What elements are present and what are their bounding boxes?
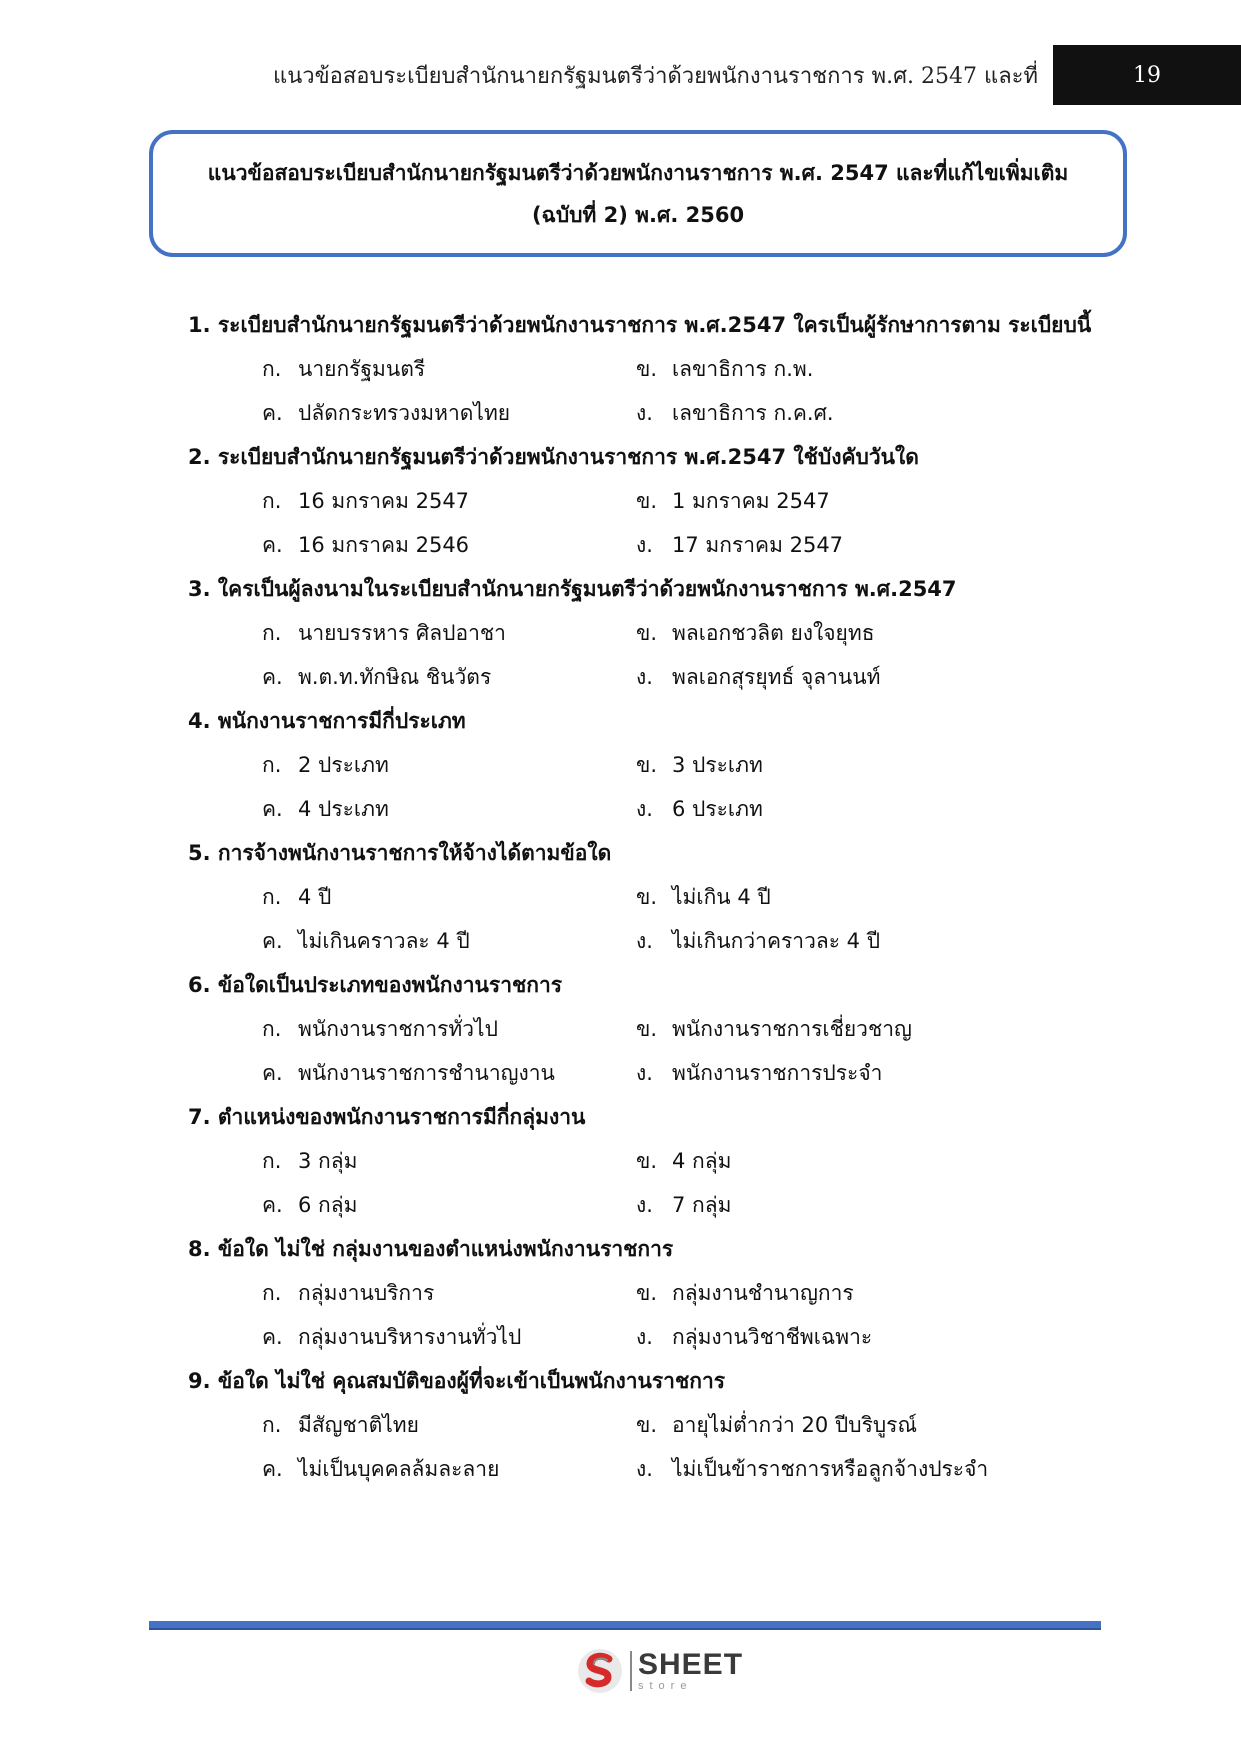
sheet-store-logo [576, 1646, 743, 1696]
question-item [188, 1227, 1188, 1359]
option-row [188, 1271, 1188, 1315]
option-letter: ข. [636, 753, 658, 777]
question-item [188, 699, 1188, 831]
question-text: 3. ใครเป็นผู้ลงนามในระเบียบสำนักนายกรัฐมนตรีว่าด้วยพนักงานราชการ พ.ศ.2547 [188, 577, 957, 601]
option-letter: ง. [636, 1457, 653, 1481]
option-letter: ง. [636, 401, 653, 425]
answer-option [636, 1007, 1096, 1051]
option-text: 1 มกราคม 2547 [672, 489, 830, 513]
answer-option [188, 523, 636, 567]
option-text: ปลัดกระทรวงมหาดไทย [298, 401, 511, 425]
answer-option [188, 743, 636, 787]
option-row [188, 743, 1188, 787]
option-text: 6 กลุ่ม [298, 1193, 358, 1217]
option-text: พ.ต.ท.ทักษิณ ชินวัตร [298, 665, 492, 689]
page-number: 19 [1133, 62, 1161, 88]
question-item [188, 1359, 1188, 1491]
option-letter: ข. [636, 1413, 658, 1437]
logo-word: SHEET [638, 1648, 744, 1681]
question-text: 9. ข้อใด ไม่ใช่ คุณสมบัติของผู้ที่จะเข้าเป็นพนักงานราชการ [188, 1369, 726, 1393]
answer-option [188, 347, 636, 391]
option-text: 4 กลุ่ม [672, 1149, 732, 1173]
answer-option [636, 875, 1096, 919]
option-row [188, 1139, 1188, 1183]
answer-option [636, 1139, 1096, 1183]
option-text: เลขาธิการ ก.พ. [672, 357, 814, 381]
answer-option [188, 1447, 636, 1491]
option-text: อายุไม่ต่ำกว่า 20 ปีบริบูรณ์ [672, 1413, 917, 1437]
answer-option [636, 1315, 1096, 1359]
logo-separator [630, 1651, 632, 1691]
title-line-2: (ฉบับที่ 2) พ.ศ. 2560 [531, 202, 745, 227]
option-letter: ค. [262, 665, 283, 689]
answer-option [188, 1007, 636, 1051]
answer-option [636, 1447, 1096, 1491]
answer-option [636, 391, 1096, 435]
answer-option [188, 1315, 636, 1359]
option-text: เลขาธิการ ก.ค.ศ. [672, 401, 834, 425]
option-row [188, 391, 1188, 435]
question-item [188, 567, 1188, 699]
option-letter: ค. [262, 797, 283, 821]
option-letter: ง. [636, 533, 653, 557]
option-row [188, 1447, 1188, 1491]
answer-option [636, 347, 1096, 391]
question-text: 2. ระเบียบสำนักนายกรัฐมนตรีว่าด้วยพนักงานราชการ พ.ศ.2547 ใช้บังคับวันใด [188, 445, 919, 469]
option-text: นายบรรหาร ศิลปอาชา [298, 621, 506, 645]
answer-option [188, 611, 636, 655]
answer-option [188, 919, 636, 963]
option-letter: ก. [262, 753, 282, 777]
option-letter: ข. [636, 885, 658, 909]
answer-option [188, 1139, 636, 1183]
option-text: พนักงานราชการชำนาญงาน [298, 1061, 555, 1085]
option-letter: ก. [262, 621, 282, 645]
option-letter: ค. [262, 1061, 283, 1085]
option-text: พนักงานราชการประจำ [672, 1061, 883, 1085]
option-letter: ง. [636, 1325, 653, 1349]
answer-option [188, 1271, 636, 1315]
option-letter: ค. [262, 533, 283, 557]
option-text: ไม่เกินคราวละ 4 ปี [298, 929, 470, 953]
option-text: กลุ่มงานบริหารงานทั่วไป [298, 1325, 522, 1349]
answer-option [636, 1183, 1096, 1227]
answer-option [636, 655, 1096, 699]
answer-option [636, 919, 1096, 963]
option-row [188, 479, 1188, 523]
answer-option [636, 479, 1096, 523]
answer-option [188, 655, 636, 699]
option-text: 3 กลุ่ม [298, 1149, 358, 1173]
option-row [188, 347, 1188, 391]
option-row [188, 787, 1188, 831]
question-text: 4. พนักงานราชการมีกี่ประเภท [188, 709, 466, 733]
option-row [188, 1007, 1188, 1051]
answer-option [636, 611, 1096, 655]
option-text: 3 ประเภท [672, 753, 763, 777]
option-text: มีสัญชาติไทย [298, 1413, 419, 1437]
answer-option [636, 523, 1096, 567]
option-text: 7 กลุ่ม [672, 1193, 732, 1217]
option-text: กลุ่มงานบริการ [298, 1281, 435, 1305]
question-list [188, 303, 1188, 1491]
title-box [149, 130, 1127, 257]
question-item [188, 303, 1188, 435]
option-letter: ข. [636, 1017, 658, 1041]
option-text: 17 มกราคม 2547 [672, 533, 844, 557]
running-header [0, 45, 1048, 105]
option-row [188, 1403, 1188, 1447]
answer-option [188, 1183, 636, 1227]
answer-option [636, 1403, 1096, 1447]
option-text: ไม่เป็นบุคคลล้มละลาย [298, 1457, 500, 1481]
option-letter: ค. [262, 401, 283, 425]
option-letter: ค. [262, 929, 283, 953]
option-letter: ก. [262, 1413, 282, 1437]
option-row [188, 1051, 1188, 1095]
option-letter: ข. [636, 621, 658, 645]
option-text: 16 มกราคม 2546 [298, 533, 470, 557]
option-text: กลุ่มงานวิชาชีพเฉพาะ [672, 1325, 873, 1349]
option-letter: ก. [262, 1149, 282, 1173]
option-text: นายกรัฐมนตรี [298, 357, 426, 381]
question-text: 6. ข้อใดเป็นประเภทของพนักงานราชการ [188, 973, 563, 997]
option-text: 6 ประเภท [672, 797, 763, 821]
page-number-box [1053, 45, 1241, 105]
option-row [188, 919, 1188, 963]
option-row [188, 1183, 1188, 1227]
option-letter: ค. [262, 1457, 283, 1481]
running-title: แนวข้อสอบระเบียบสำนักนายกรัฐมนตรีว่าด้วยพนักงานราชการ พ.ศ. 2547 และที่ [273, 63, 1038, 89]
sheetstore-s-logo-icon [576, 1646, 624, 1696]
option-letter: ง. [636, 665, 653, 689]
option-letter: ข. [636, 489, 658, 513]
logo-subword: store [638, 1680, 693, 1692]
answer-option [188, 479, 636, 523]
option-text: 4 ปี [298, 885, 332, 909]
footer-divider [149, 1621, 1101, 1630]
option-text: พนักงานราชการทั่วไป [298, 1017, 498, 1041]
option-text: 2 ประเภท [298, 753, 389, 777]
option-row [188, 875, 1188, 919]
option-text: 16 มกราคม 2547 [298, 489, 470, 513]
option-letter: ง. [636, 797, 653, 821]
question-text: 7. ตำแหน่งของพนักงานราชการมีกี่กลุ่มงาน [188, 1105, 586, 1129]
option-letter: ง. [636, 1193, 653, 1217]
answer-option [188, 1051, 636, 1095]
option-letter: ก. [262, 1017, 282, 1041]
option-text: พนักงานราชการเชี่ยวชาญ [672, 1017, 912, 1041]
answer-option [188, 1403, 636, 1447]
option-letter: ข. [636, 357, 658, 381]
option-text: พลเอกชวลิต ยงใจยุทธ [672, 621, 875, 645]
question-item [188, 963, 1188, 1095]
option-row [188, 1315, 1188, 1359]
answer-option [636, 743, 1096, 787]
option-letter: ก. [262, 489, 282, 513]
option-letter: ก. [262, 357, 282, 381]
option-text: กลุ่มงานชำนาญการ [672, 1281, 854, 1305]
answer-option [188, 787, 636, 831]
question-item [188, 1095, 1188, 1227]
answer-option [636, 787, 1096, 831]
option-row [188, 655, 1188, 699]
option-text: 4 ประเภท [298, 797, 389, 821]
answer-option [636, 1271, 1096, 1315]
option-letter: ก. [262, 1281, 282, 1305]
option-letter: ก. [262, 885, 282, 909]
question-text: 8. ข้อใด ไม่ใช่ กลุ่มงานของตำแหน่งพนักงานราชการ [188, 1237, 674, 1261]
question-item [188, 435, 1188, 567]
option-text: ไม่เป็นข้าราชการหรือลูกจ้างประจำ [672, 1457, 989, 1481]
answer-option [188, 875, 636, 919]
option-text: ไม่เกิน 4 ปี [672, 885, 771, 909]
answer-option [188, 391, 636, 435]
logo-text [638, 1650, 743, 1692]
option-row [188, 611, 1188, 655]
option-letter: ข. [636, 1149, 658, 1173]
question-item [188, 831, 1188, 963]
question-text: 5. การจ้างพนักงานราชการให้จ้างได้ตามข้อใด [188, 841, 612, 865]
option-letter: ค. [262, 1193, 283, 1217]
option-row [188, 523, 1188, 567]
option-text: พลเอกสุรยุทธ์ จุลานนท์ [672, 665, 881, 689]
option-letter: ค. [262, 1325, 283, 1349]
option-letter: ข. [636, 1281, 658, 1305]
option-text: ไม่เกินกว่าคราวละ 4 ปี [672, 929, 881, 953]
question-text: 1. ระเบียบสำนักนายกรัฐมนตรีว่าด้วยพนักงานราชการ พ.ศ.2547 ใครเป็นผู้รักษาการตาม ระเบียบนี้ [188, 313, 1092, 337]
title-line-1: แนวข้อสอบระเบียบสำนักนายกรัฐมนตรีว่าด้วยพนักงานราชการ พ.ศ. 2547 และที่แก้ไขเพิ่มเติม [207, 160, 1069, 185]
answer-option [636, 1051, 1096, 1095]
option-letter: ง. [636, 1061, 653, 1085]
option-letter: ง. [636, 929, 653, 953]
